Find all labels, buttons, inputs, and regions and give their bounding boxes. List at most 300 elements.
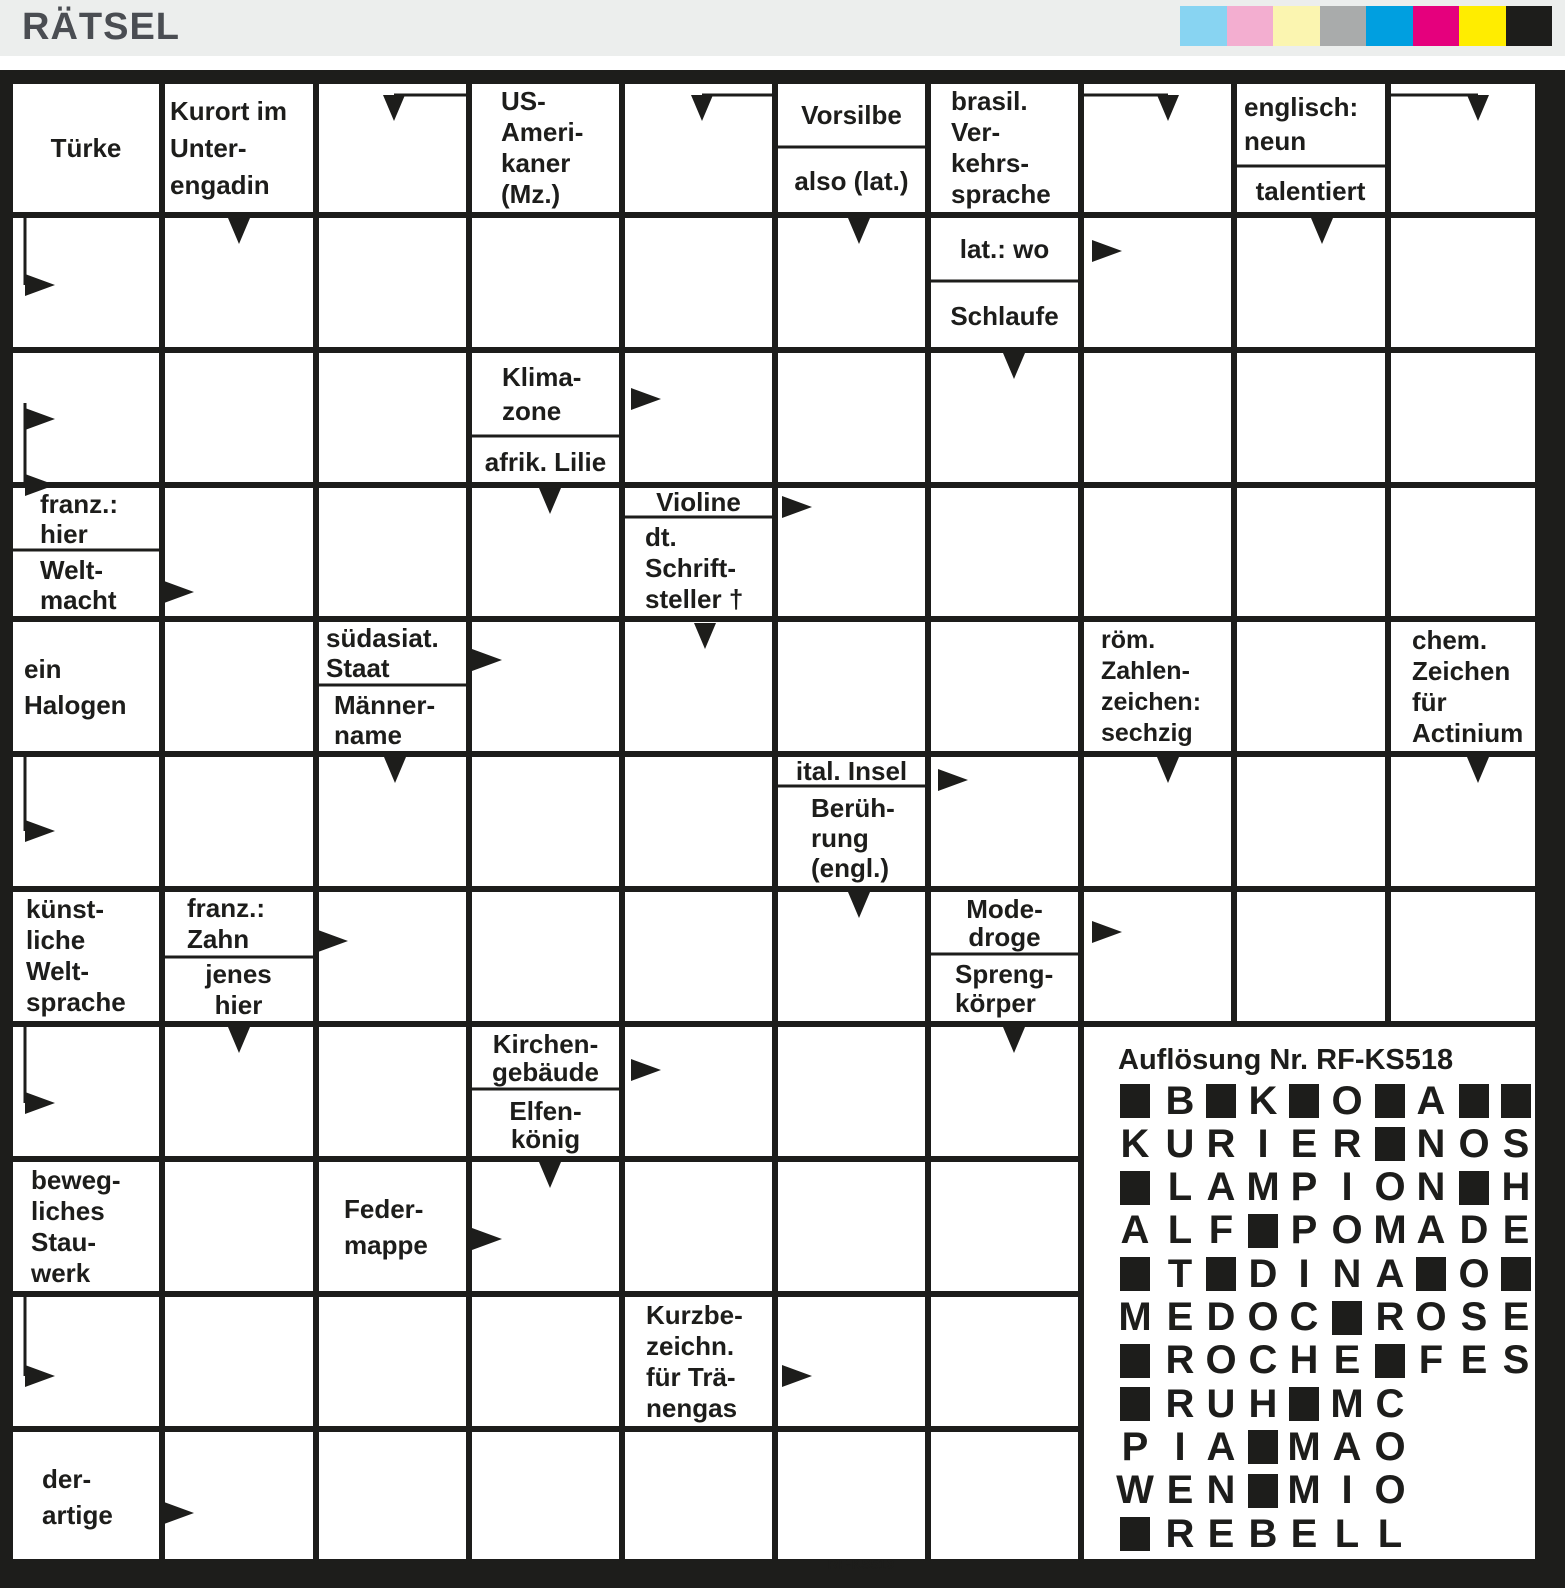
grid-cell <box>625 1027 772 1156</box>
solution-block <box>1499 1080 1533 1122</box>
clue-franz-hier <box>36 488 159 550</box>
color-swatch <box>1227 6 1274 46</box>
clue-sprengkoerper <box>951 957 1078 1020</box>
solution-letter: I <box>1341 1165 1353 1210</box>
grid-cell <box>13 757 159 886</box>
grid-cell <box>319 1297 466 1426</box>
clue-text-line: Klima- <box>502 362 582 392</box>
solution-block <box>1246 1210 1280 1252</box>
grid-cell <box>165 1162 313 1291</box>
clue-violine <box>625 488 772 516</box>
clue-text-line: gebäude <box>492 1056 599 1087</box>
grid-cell <box>625 622 772 751</box>
solution-letter: M <box>1330 1381 1364 1426</box>
solution-letter: I <box>1341 1468 1353 1513</box>
grid-cell <box>319 488 466 616</box>
grid-cell <box>1237 757 1385 886</box>
solution-letter: N <box>1332 1251 1362 1296</box>
solution-letter: D <box>1206 1295 1236 1339</box>
clue-ein-halogen <box>20 622 160 752</box>
black-square <box>1206 1084 1236 1118</box>
solution-letter: R <box>1332 1121 1362 1166</box>
black-square <box>1375 1344 1405 1378</box>
grid-cell <box>625 757 772 886</box>
black-square <box>1120 1344 1150 1378</box>
clue-text-line: rung <box>811 823 869 853</box>
black-square <box>1120 1257 1150 1291</box>
solution-letter: E <box>1502 1208 1530 1253</box>
solution-letter: A <box>1416 1208 1446 1253</box>
solution-letter: O <box>1374 1165 1406 1210</box>
solution-letter: R <box>1165 1381 1195 1426</box>
page-title: RÄTSEL <box>22 6 180 48</box>
grid-cell <box>319 1027 466 1156</box>
solution-row <box>1118 1167 1538 1209</box>
clue-text-line: Männer- <box>334 690 436 720</box>
clue-divider <box>1237 165 1385 168</box>
solution-letter: C <box>1375 1381 1405 1426</box>
grid-cell <box>931 1027 1078 1156</box>
clue-roem-zahlenzeichen <box>1097 622 1233 752</box>
clue-text-line: sprache <box>951 179 1051 209</box>
color-swatch <box>1413 6 1460 46</box>
clue-maennername <box>330 688 469 752</box>
grid-cell <box>165 622 313 751</box>
grid-cell <box>165 488 313 616</box>
solution-letter: A <box>1375 1251 1405 1296</box>
clue-text-line: Violine <box>656 488 741 516</box>
clue-text-line: liches <box>31 1196 105 1226</box>
clue-text-line: zeichen: <box>1101 688 1202 716</box>
clue-text-line: macht <box>40 584 117 615</box>
solution-letter: N <box>1416 1165 1446 1210</box>
clue-text-line: sprache <box>26 987 126 1017</box>
clue-text-line: brasil. <box>951 86 1028 116</box>
solution-letter: O <box>1415 1295 1447 1339</box>
clue-text-line: Zahn <box>187 924 250 954</box>
clue-text-line: mappe <box>344 1230 428 1260</box>
grid-cell <box>778 1297 925 1426</box>
clue-text-line: (engl.) <box>811 853 889 883</box>
clue-text-line: Feder- <box>344 1194 424 1224</box>
grid-cell <box>472 1432 619 1559</box>
grid-cell <box>1391 757 1535 886</box>
grid-cell <box>472 622 619 751</box>
solution-letter: R <box>1206 1121 1236 1166</box>
clue-chem-zeichen <box>1408 622 1538 752</box>
clue-text-line: artige <box>42 1500 113 1530</box>
black-square <box>1375 1084 1405 1118</box>
clue-suedasiat-staat <box>322 622 469 684</box>
solution-letter: T <box>1167 1251 1193 1296</box>
clue-text-line: name <box>334 720 402 750</box>
solution-letter: O <box>1374 1468 1406 1513</box>
solution-letter: E <box>1502 1295 1530 1339</box>
solution-letter: P <box>1121 1424 1149 1469</box>
solution-block <box>1118 1253 1152 1295</box>
solution-letter: M <box>1118 1295 1152 1339</box>
solution-letter: M <box>1287 1468 1321 1513</box>
grid-cell <box>319 1432 466 1559</box>
clue-tuerke <box>13 84 159 212</box>
solution-letter: A <box>1332 1424 1362 1469</box>
solution-block <box>1118 1383 1152 1425</box>
solution-letter: P <box>1290 1165 1318 1210</box>
clue-text-line: Ver- <box>951 117 1001 147</box>
solution-block <box>1118 1340 1152 1382</box>
solution-block <box>1330 1297 1364 1339</box>
clue-text-line: dt. <box>645 521 677 552</box>
grid-cell <box>1237 218 1385 347</box>
grid-cell <box>472 1162 619 1291</box>
black-square <box>1120 1171 1150 1205</box>
clue-text-line: Welt- <box>26 956 90 986</box>
clue-klimazone <box>498 353 618 435</box>
clue-text-line: kehrs- <box>951 148 1030 178</box>
black-square <box>1248 1474 1278 1508</box>
grid-cell <box>1084 757 1231 886</box>
solution-block <box>1373 1080 1407 1122</box>
solution-letter: K <box>1248 1078 1278 1123</box>
clue-text-line: nengas <box>646 1393 738 1423</box>
grid-cell <box>472 1297 619 1426</box>
grid-cell <box>165 353 313 482</box>
solution-block <box>1118 1080 1152 1122</box>
solution-letter: S <box>1502 1338 1530 1383</box>
clue-dt-schriftsteller <box>641 519 775 617</box>
solution-letter: I <box>1298 1251 1310 1296</box>
grid-cell <box>778 353 925 482</box>
solution-block <box>1204 1253 1238 1295</box>
grid-cell <box>472 892 619 1021</box>
color-swatch <box>1459 6 1506 46</box>
clue-modedroge <box>931 892 1078 953</box>
clue-federmappe <box>340 1162 469 1292</box>
grid-cell <box>13 1297 159 1426</box>
clue-text-line: körper <box>955 987 1036 1018</box>
solution-block <box>1457 1080 1491 1122</box>
solution-letter: O <box>1374 1424 1406 1469</box>
clue-derartige <box>38 1432 160 1562</box>
solution-letter: K <box>1120 1121 1150 1166</box>
grid-cell <box>625 1432 772 1559</box>
solution-letter: R <box>1165 1511 1195 1556</box>
grid-cell <box>625 353 772 482</box>
clue-text-line: jenes <box>205 960 272 989</box>
clue-text-line: für Trä- <box>646 1362 736 1392</box>
clue-text-line: englisch: <box>1244 92 1359 122</box>
clue-text-line: Kurzbe- <box>646 1300 743 1330</box>
solution-letter: D <box>1248 1251 1278 1296</box>
grid-cell <box>931 488 1078 616</box>
clue-text-line: röm. <box>1101 626 1156 654</box>
grid-cell <box>1237 488 1385 616</box>
solution-block <box>1414 1253 1448 1295</box>
color-swatch <box>1366 6 1413 46</box>
solution-letter: P <box>1290 1208 1318 1253</box>
clue-afrik-lilie <box>472 440 619 484</box>
grid-cell <box>1084 84 1231 212</box>
solution-letter: H <box>1248 1381 1278 1426</box>
clue-text-line: Spreng- <box>955 958 1054 989</box>
clue-text-line: für <box>1412 687 1447 717</box>
solution-block <box>1204 1080 1238 1122</box>
color-swatch <box>1320 6 1367 46</box>
clue-jenes-hier <box>165 960 312 1020</box>
color-swatch <box>1506 6 1553 46</box>
clue-text-line: Türke <box>50 132 122 163</box>
black-square <box>1120 1387 1150 1421</box>
solution-row <box>1118 1340 1538 1382</box>
grid-cell <box>931 1297 1078 1426</box>
grid-cell <box>1237 622 1385 751</box>
clue-text-line: ein <box>24 654 62 684</box>
solution-letter: C <box>1289 1295 1319 1339</box>
grid-cell <box>1084 488 1231 616</box>
solution-letter: O <box>1205 1338 1237 1383</box>
solution-block <box>1246 1426 1280 1468</box>
solution-letter: H <box>1501 1165 1531 1210</box>
black-square <box>1248 1214 1278 1248</box>
clue-text-line: werk <box>31 1258 91 1288</box>
grid-cell <box>1084 218 1231 347</box>
black-square <box>1289 1387 1319 1421</box>
grid-cell <box>1084 892 1231 1021</box>
solution-letter: L <box>1377 1511 1403 1556</box>
clue-kuenstliche-weltsprache <box>22 892 160 1020</box>
clue-text-line: der- <box>42 1464 92 1494</box>
solution-letter: A <box>1416 1078 1446 1123</box>
solution-letter: M <box>1246 1165 1280 1210</box>
solution-letter: L <box>1167 1208 1193 1253</box>
grid-cell <box>319 218 466 347</box>
clue-text-line: künst- <box>26 894 104 924</box>
black-square <box>1248 1430 1278 1464</box>
solution-letter: E <box>1166 1468 1194 1513</box>
clue-schlaufe <box>931 285 1078 347</box>
black-square <box>1375 1127 1405 1161</box>
black-square <box>1120 1517 1150 1551</box>
grid-cell <box>1084 353 1231 482</box>
solution-letter: C <box>1248 1338 1278 1383</box>
clue-text-line: hier <box>214 990 263 1020</box>
clue-englisch-neun <box>1240 84 1387 164</box>
solution-letter: O <box>1331 1078 1363 1123</box>
solution-letter: U <box>1165 1121 1195 1166</box>
clue-franz-zahn <box>183 892 313 956</box>
solution-title: Auflösung Nr. RF-KS518 <box>1118 1044 1454 1076</box>
grid-cell <box>778 892 925 1021</box>
solution-block <box>1373 1340 1407 1382</box>
black-square <box>1289 1084 1319 1118</box>
grid-cell <box>165 1432 313 1559</box>
grid-cell <box>1391 892 1535 1021</box>
solution-block <box>1457 1167 1491 1209</box>
clue-text-line: liche <box>26 925 86 955</box>
solution-letter: W <box>1116 1468 1154 1513</box>
solution-letter: L <box>1167 1165 1193 1210</box>
solution-letter: E <box>1207 1511 1235 1556</box>
grid-cell <box>472 218 619 347</box>
clue-text-line: droge <box>968 921 1041 952</box>
solution-letter: H <box>1289 1338 1319 1383</box>
solution-letter: A <box>1206 1165 1236 1210</box>
clue-text-line: Zeichen <box>1412 656 1511 686</box>
solution-letter: F <box>1208 1208 1234 1253</box>
solution-letter: I <box>1174 1424 1186 1469</box>
grid-cell <box>1391 488 1535 616</box>
solution-letter: E <box>1333 1338 1361 1383</box>
grid-cell <box>319 353 466 482</box>
solution-letter: M <box>1373 1208 1407 1253</box>
grid-cell <box>778 1027 925 1156</box>
black-square <box>1501 1084 1531 1118</box>
solution-letter: E <box>1166 1295 1194 1339</box>
grid-cell <box>165 1297 313 1426</box>
black-square <box>1416 1257 1446 1291</box>
clue-kurort <box>166 84 312 212</box>
solution-letter: U <box>1206 1381 1236 1426</box>
clue-text-line: Staat <box>326 653 390 683</box>
clue-text-line: afrik. Lilie <box>484 446 607 477</box>
black-square <box>1332 1301 1362 1335</box>
grid-cell <box>931 353 1078 482</box>
clue-us-amerikaner <box>497 84 619 212</box>
clue-text-line: kaner <box>501 148 571 178</box>
clue-text-line: also (lat.) <box>794 165 909 196</box>
clue-text-line: US- <box>501 86 546 116</box>
solution-row <box>1118 1383 1538 1425</box>
solution-row <box>1118 1297 1538 1339</box>
solution-row <box>1118 1426 1538 1468</box>
clue-text-line: neun <box>1244 126 1307 156</box>
clue-kirchengebaeude <box>472 1027 619 1088</box>
solution-letter: N <box>1416 1121 1446 1166</box>
clue-text-line: südasiat. <box>326 623 439 653</box>
clue-text-line: Mode- <box>966 893 1043 924</box>
clue-beruehrung <box>807 789 925 887</box>
solution-letter: D <box>1459 1208 1489 1253</box>
clue-text-line: zone <box>502 396 562 426</box>
grid-cell <box>625 1162 772 1291</box>
solution-letter: O <box>1247 1295 1279 1339</box>
clue-text-line: könig <box>510 1124 581 1154</box>
solution-block <box>1287 1080 1321 1122</box>
solution-letter: S <box>1502 1121 1530 1166</box>
solution-block <box>1118 1167 1152 1209</box>
clue-talentiert <box>1237 169 1384 213</box>
clue-text-line: Zahlen- <box>1101 657 1190 685</box>
clue-text-line: hier <box>40 519 88 549</box>
clue-text-line: Kurort im <box>170 95 287 126</box>
solution-row <box>1118 1123 1538 1165</box>
grid-cell <box>625 892 772 1021</box>
grid-cell <box>1237 353 1385 482</box>
clue-text-line: Stau- <box>31 1227 96 1257</box>
grid-cell <box>778 1432 925 1559</box>
clue-text-line: talentiert <box>1255 175 1366 206</box>
solution-letter: E <box>1290 1511 1318 1556</box>
solution-letter: B <box>1248 1511 1278 1556</box>
grid-cell <box>472 757 619 886</box>
grid-cell <box>1391 218 1535 347</box>
grid-cell <box>472 488 619 616</box>
solution-letter: O <box>1458 1121 1490 1166</box>
clue-text-line: engadin <box>170 169 270 200</box>
clue-text-line: Elfen- <box>509 1096 582 1126</box>
clue-text-line: Vorsilbe <box>801 99 902 130</box>
black-square <box>1206 1257 1236 1291</box>
black-square <box>1459 1171 1489 1205</box>
solution-letter: S <box>1460 1295 1488 1339</box>
grid-cell <box>778 218 925 347</box>
clue-also-lat <box>778 150 925 212</box>
solution-row <box>1118 1253 1538 1295</box>
clue-text-line: Schlaufe <box>950 300 1059 331</box>
clue-weltmacht <box>36 553 159 616</box>
clue-text-line: Halogen <box>24 690 127 720</box>
solution-block <box>1373 1123 1407 1165</box>
grid-cell <box>1237 892 1385 1021</box>
solution-letter: I <box>1257 1121 1269 1166</box>
solution-row <box>1118 1210 1538 1252</box>
solution-letter: O <box>1331 1208 1363 1253</box>
grid-cell <box>319 892 466 1021</box>
solution-letter: M <box>1287 1424 1321 1469</box>
solution-letter: L <box>1334 1511 1360 1556</box>
clue-text-line: beweg- <box>31 1165 121 1195</box>
clue-text-line: Schrift- <box>645 552 736 583</box>
clue-text-line: Actinium <box>1412 718 1524 748</box>
solution-letter: O <box>1458 1251 1490 1296</box>
solution-letter: R <box>1165 1338 1195 1383</box>
grid-cell <box>1391 353 1535 482</box>
solution-block <box>1118 1513 1152 1555</box>
clue-vorsilbe <box>778 84 925 146</box>
grid-cell <box>778 1162 925 1291</box>
solution-row <box>1118 1470 1538 1512</box>
solution-row <box>1118 1080 1538 1122</box>
grid-cell <box>931 1162 1078 1291</box>
clue-text-line: Unter- <box>170 132 247 163</box>
solution-letter: R <box>1375 1295 1405 1339</box>
clue-text-line: sechzig <box>1101 719 1193 747</box>
solution-letter: E <box>1290 1121 1318 1166</box>
clue-text-line: franz.: <box>40 489 118 519</box>
puzzle-code: RF-KS519 <box>828 1556 895 1572</box>
black-square <box>1120 1084 1150 1118</box>
clue-elfenkoenig <box>472 1092 619 1158</box>
grid-cell <box>625 218 772 347</box>
clue-text-line: lat.: wo <box>959 233 1050 264</box>
grid-cell <box>13 1027 159 1156</box>
solution-letter: A <box>1206 1424 1236 1469</box>
solution-block <box>1287 1383 1321 1425</box>
clue-text-line: Welt- <box>40 554 104 585</box>
clue-text-line: (Mz.) <box>501 179 561 209</box>
color-swatch <box>1273 6 1320 46</box>
solution-letter: N <box>1206 1468 1236 1513</box>
grid-cell <box>931 622 1078 751</box>
clue-text-line: Ameri- <box>501 117 584 147</box>
clue-text-line: ital. Insel <box>795 757 908 785</box>
grid-cell <box>1391 84 1535 212</box>
clue-text-line: franz.: <box>187 893 265 923</box>
solution-letter: F <box>1418 1338 1444 1383</box>
clue-text-line: Berüh- <box>811 793 895 823</box>
clue-ital-insel <box>778 757 925 785</box>
solution-row <box>1118 1513 1538 1555</box>
